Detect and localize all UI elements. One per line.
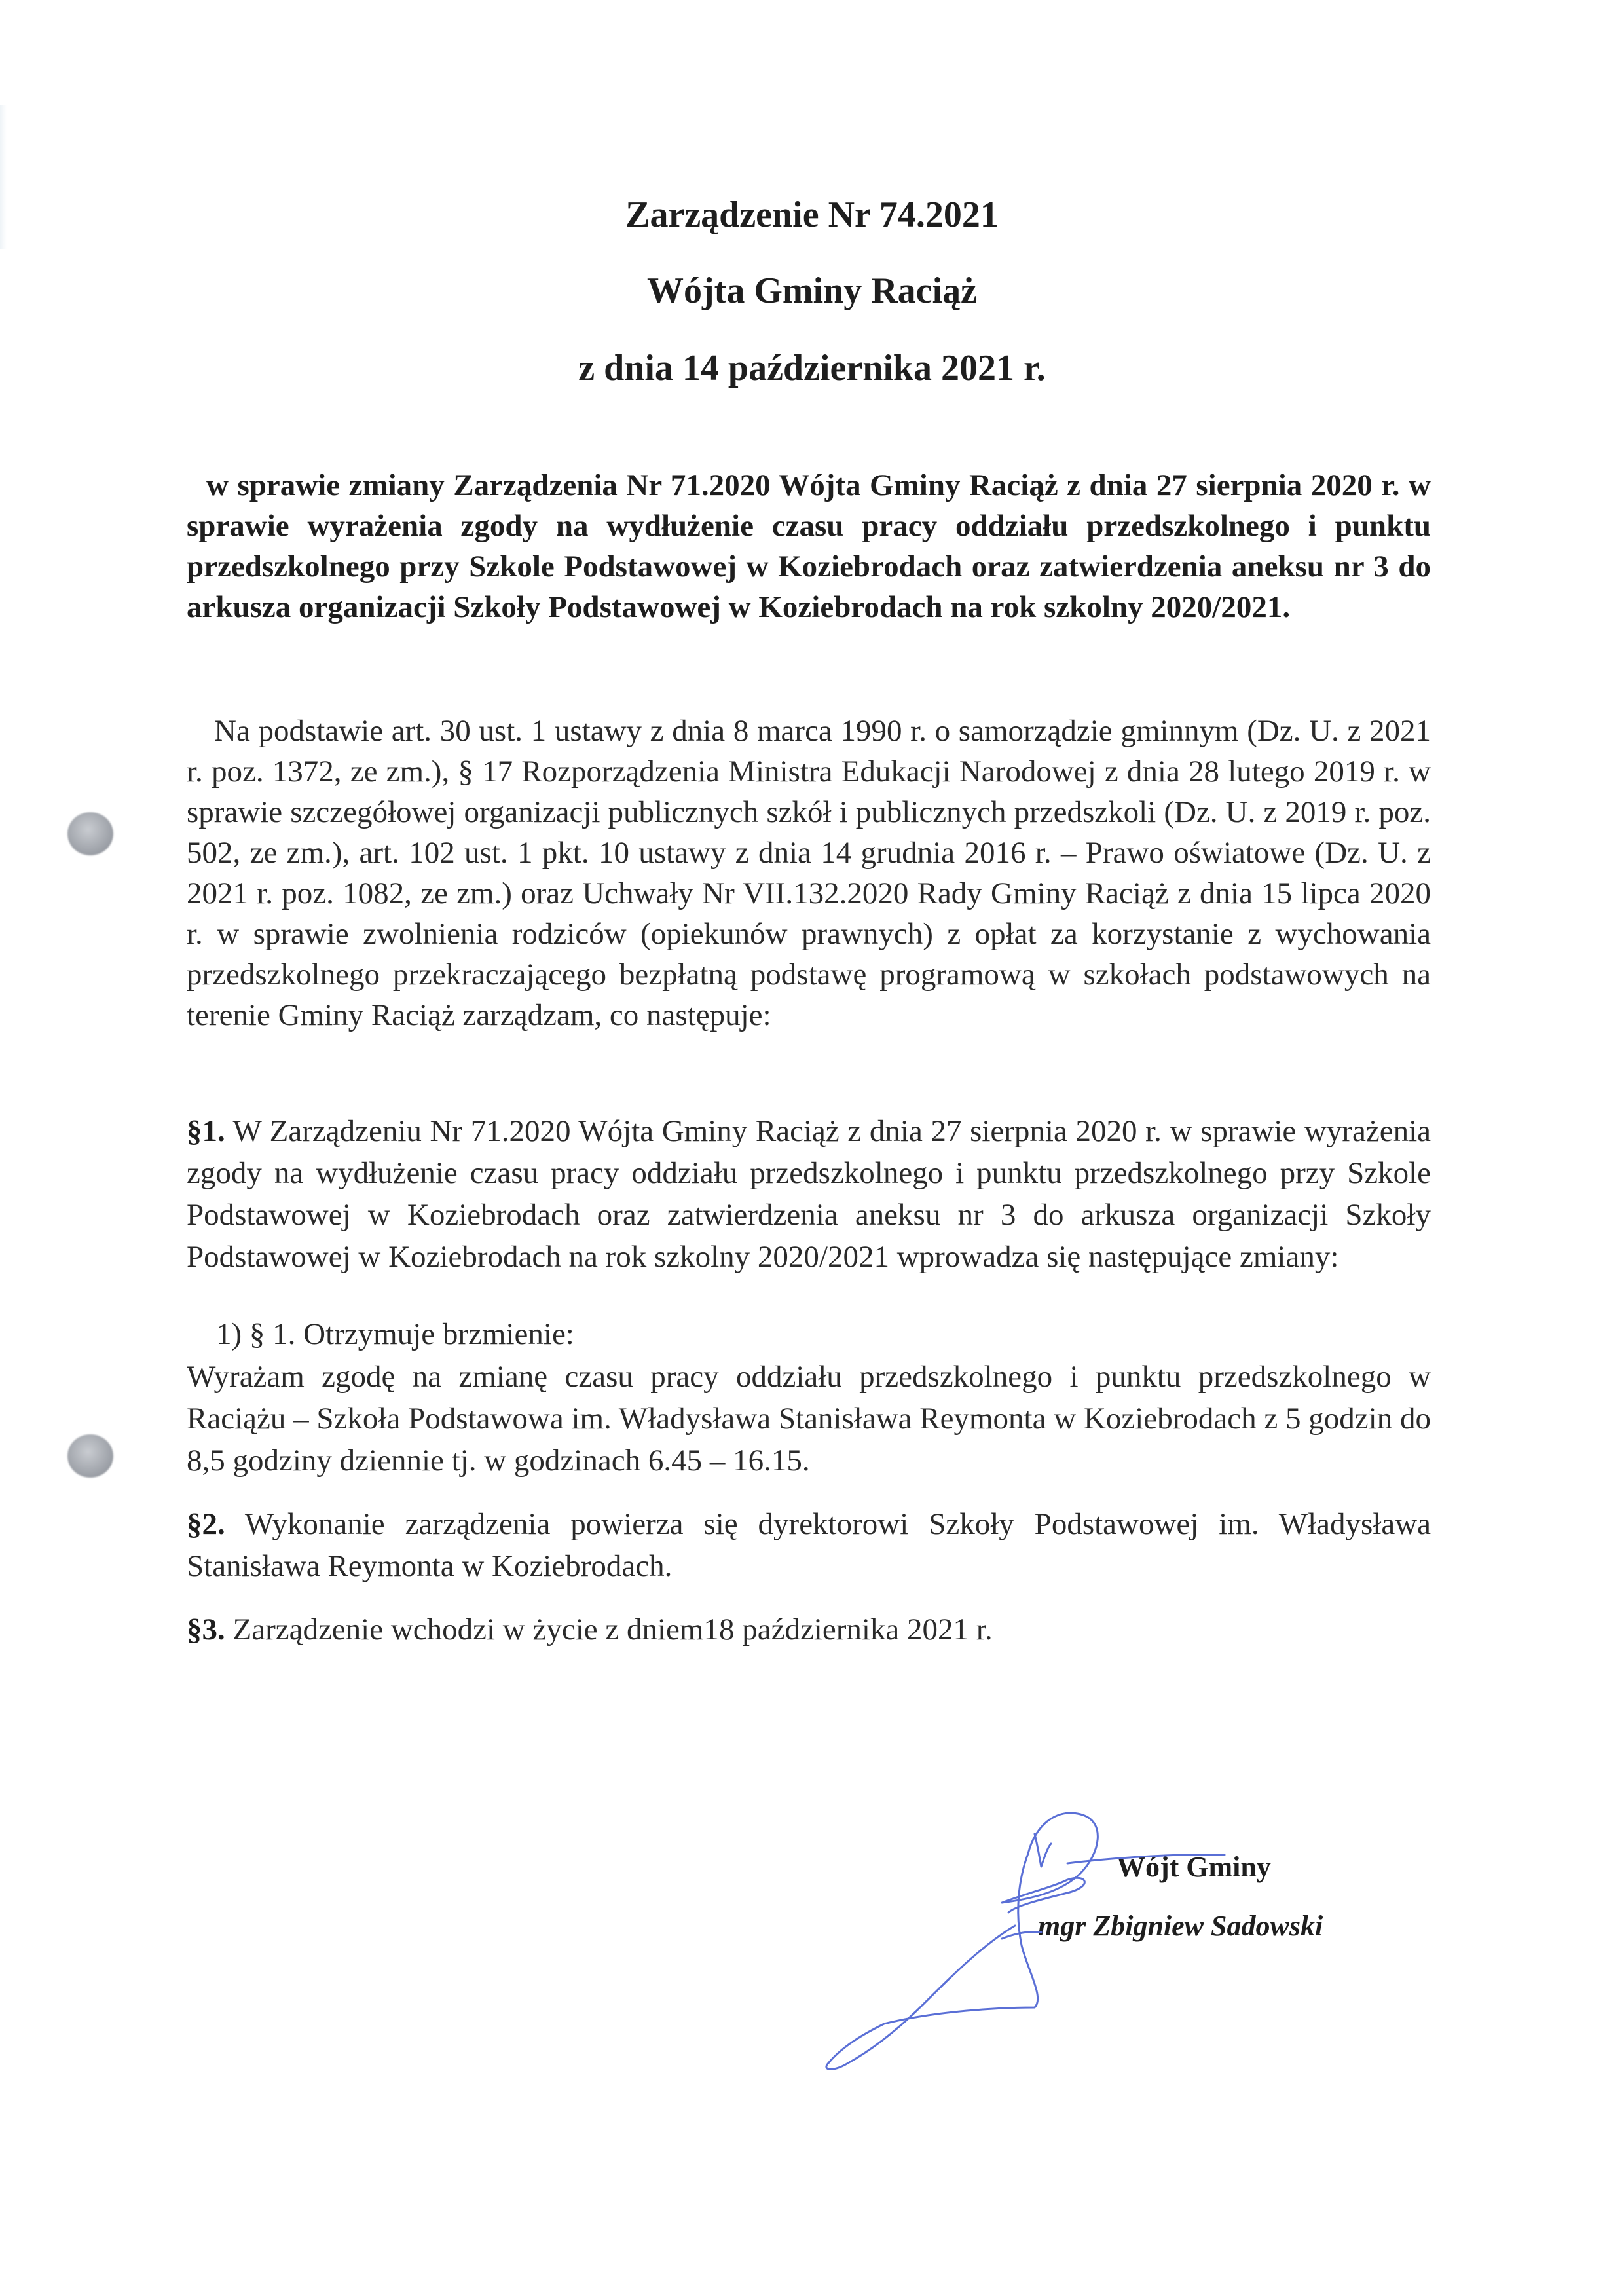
- signature-stroke: [1002, 1931, 1041, 1939]
- subject: [187, 465, 1431, 627]
- handwritten-signature-icon: [819, 1782, 1408, 2122]
- section-1: [187, 1110, 1431, 1278]
- section-3-text: Zarządzenie wchodzi w życie z dniem18 października 2021 r.: [225, 1613, 993, 1647]
- punch-hole-icon: [67, 1434, 113, 1478]
- section-3-mark: §3.: [187, 1613, 225, 1647]
- signature-stroke: [1035, 1834, 1051, 1867]
- section-1-text: W Zarządzeniu Nr 71.2020 Wójta Gminy Raciąż z dnia 27 sierpnia 2020 r. w sprawie wyrażenia zgody na wydłużenie czasu pracy oddziału przedszkolnego i punktu przedszkolnego przy Szkole Podstawowej w Koziebrodach oraz zatwierdzenia aneksu nr 3 do arkusza organizacji Szkoły Podstawowej w Koziebrodach na rok szkolny 2020/2021 wprowadza się następujące zmiany:: [187, 1114, 1431, 1274]
- signature-stroke: [828, 1813, 1098, 2063]
- section-2: [187, 1503, 1431, 1587]
- section-1-mark: §1.: [187, 1114, 225, 1148]
- section-1-quote: Wyrażam zgodę na zmianę czasu pracy oddziału przedszkolnego i punktu przedszkolnego w Raciążu – Szkoła Podstawowa im. Władysława Stanisława Reymonta w Koziebrodach z 5 godzin do 8,5 godziny dziennie tj. w godzinach 6.45 – 16.15.: [187, 1360, 1431, 1478]
- signature-stroke: [826, 1926, 1015, 2069]
- signatory-name: mgr Zbigniew Sadowski: [1038, 1910, 1323, 1942]
- signatory-title: Wójt Gminy: [1116, 1851, 1271, 1883]
- subject-text: w sprawie zmiany Zarządzenia Nr 71.2020 Wójta Gminy Raciąż z dnia 27 sierpnia 2020 r. w sprawie wyrażenia zgody na wydłużenie czasu pracy oddziału przedszkolnego i punktu przedszkolnego przy Szkole Podstawowej w Koziebrodach oraz zatwierdzenia aneksu nr 3 do arkusza organizacji Szkoły Podstawowej w Koziebrodach na rok szkolny 2020/2021.: [187, 468, 1431, 624]
- section-1-item: 1) § 1. Otrzymuje brzmienie:: [216, 1317, 574, 1351]
- section-3: [187, 1608, 1431, 1651]
- issue-date: z dnia 14 października 2021 r.: [578, 348, 1046, 388]
- section-2-mark: §2.: [187, 1507, 225, 1541]
- punch-hole-icon: [67, 812, 113, 855]
- issuer: Wójta Gminy Raciąż: [647, 271, 977, 311]
- section-2-text: Wykonanie zarządzenia powierza się dyrektorowi Szkoły Podstawowej im. Władysława Stanisława Reymonta w Koziebrodach.: [187, 1507, 1431, 1583]
- legal-basis: Na podstawie art. 30 ust. 1 ustawy z dnia 8 marca 1990 r. o samorządzie gminnym (Dz. U. z 2021 r. poz. 1372, ze zm.), § 17 Rozporządzenia Ministra Edukacji Narodowej z dnia 28 lutego 2019 r. w sprawie szczegółowej organizacji publicznych szkół i publicznych przedszkoli (Dz. U. z 2019 r. poz. 502, ze zm.), art. 102 ust. 1 pkt. 10 ustawy z dnia 14 grudnia 2016 r. – Prawo oświatowe (Dz. U. z 2021 r. poz. 1082, ze zm.) oraz Uchwały Nr VII.132.2020 Rady Gminy Raciąż z dnia 15 lipca 2020 r. w sprawie zwolnienia rodziców (opiekunów prawnych) z opłat za korzystanie z wychowania przedszkolnego przekraczającego bezpłatną podstawę programową w szkołach podstawowych na terenie Gminy Raciąż zarządzam, co następuje:: [187, 714, 1431, 1032]
- document-title: Zarządzenie Nr 74.2021: [625, 195, 999, 235]
